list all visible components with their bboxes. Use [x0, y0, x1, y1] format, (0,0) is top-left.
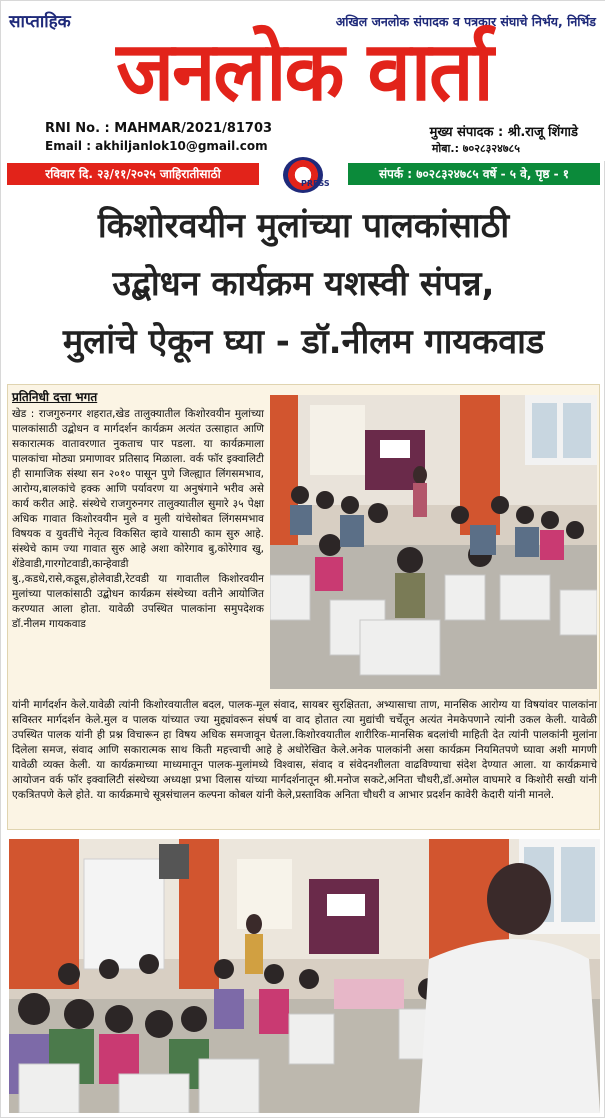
issue-date: रविवार दि. २३/११/२०२५ जाहिरातीसाठी	[7, 163, 259, 185]
masthead-tagline: अखिल जनलोक संपादक व पत्रकार संघाचे निर्भय, निर्भिड	[335, 14, 596, 29]
byline: प्रतिनिधी दत्ता भगत	[12, 390, 98, 404]
contact-email: Email : akhiljanlok10@gmail.com	[45, 139, 268, 153]
chief-editor: मुख्य संपादक : श्री.राजू शिंगाडे	[429, 125, 578, 140]
headline-line-2: उद्बोधन कार्यक्रम यशस्वी संपन्न,	[112, 264, 495, 304]
event-photo-1	[270, 395, 597, 689]
masthead	[1, 1, 605, 161]
weekly-label: साप्ताहिक	[9, 12, 71, 32]
headline	[7, 197, 600, 377]
event-photo-2	[9, 839, 600, 1113]
newspaper-nameplate: जनलोक वार्ता	[116, 24, 492, 120]
editor-mobile: मोबा.: ७०२८३२४७८५	[431, 142, 520, 155]
headline-line-1: किशोरवयीन मुलांच्या पालकांसाठी	[97, 206, 510, 246]
article-full-text: यांनी मार्गदर्शन केले.यावेळी त्यांनी किशोरवयातील बदल, पालक-मूल संवाद, सायबर सुरक्षितता, अभ्यासाचा ताण, मानसिक आरोग्य या विषयांवर पालकांना सविस्तर मार्गदर्शन केले.मुल व पालक यांच्यात ज्या मुद्द्यांवरून संघर्ष वा वाद होतात त्या मुद्यांची चर्चेतून अत्यंत नेमकेपणाने त्यांनी उकल केली. यावेळी उपस्थित पालक यांनी ही प्रश्न विचारून हा विषय अधिक समजावून घेतला.किशोरवयातील शारीरिक-मानसिक बदलांची माहिती देत त्यांनी पालकांनी मुलांना दिलेला समज, संवाद आणि सकारात्मक साथ किती महत्त्वाची आहे हे अधोरेखित केले.अनेक पालकांनी असा कार्यक्रम नियमितपणे घ्यावा अशी मागणी यावेळी व्यक्त केली. या कार्यक्रमाच्या माध्यमातून पालक-मुलांमध्ये विश्वास, संवाद व संवेदनशीलता वाढविण्याचा संदेश देण्यात आला. या कार्यक्रमाचे आयोजन वर्क फॉर इक्वालिटी संस्थेच्या अध्यक्षा प्रभा विलास यांच्या मार्गदर्शनातून श्री.मनोज सकटे,अनिता चौधरी,डॉ.अमोल वाघमारे व किशोरी सखी यांनी एकत्रितपणे केले होते. या कार्यक्रमाचे सूत्रसंचालन कल्पना कोबल यांनी केले,प्रस्ताविक अनिता चौधरी व आभार प्रदर्शन कावेरी केदारी यांनी मानले.	[12, 699, 597, 801]
headline-line-3: मुलांचे ऐकून घ्या - डॉ.नीलम गायकवाड	[62, 322, 545, 362]
press-logo-label: PRESS	[301, 179, 330, 188]
date-strip	[1, 163, 605, 187]
article-box	[7, 384, 600, 830]
rni-number: RNI No. : MAHMAR/2021/81703	[45, 121, 273, 136]
contact-strip: संपर्क : ७०२८३२४७८५ वर्षे - ५ वे, पृष्ठ - १	[348, 163, 600, 185]
article-column-text: खेड : राजगुरुनगर शहरात,खेड तालुक्यातील किशोरवयीन मुलांच्या पालकांसाठी उद्बोधन व मार्गदर्शन कार्यक्रम अत्यंत उत्साहात आणि सकारात्मक वातावरणात नुकताच पार पडला. या कार्यक्रमाला पालकांचा मोठ्या प्रमाणावर प्रतिसाद मिळाला. वर्क फॉर इक्वालिटी ही सामाजिक संस्था सन २०१० पासून पुणे जिल्ह्यात लिंगसमभाव, आरोग्य,बालकांचे हक्क आणि पर्यावरण या अनुषंगाने भरीव असे कार्य करीत आहे. संस्थेचे राजगुरुनगर तालुक्यातील सुमारे ३५ पेक्षा अधिक गावात किशोरवयीन मुले व मुली यांचेसोबत लिंगसमभाव विषयक व युवतींचे नेतृत्व विकसित व्हावे यासाठी काम सुरु आहे. संस्थेचे काम ज्या गावात सुरु आहे अशा कोरेगाव बु,कोरेगाव खु, शेंडेवाडी,गारगोटवाडी,कान्हेवाडी बु.,कडधे,रासे,कडूस,होलेवाडी,रेटवडी या गावातील किशोरवयीन मुलांच्या पालकांसाठी उद्बोधन कार्यक्रम संस्थेच्या वतीने आयोजित करण्यात आला होता. यावेळी उपस्थित पालकांना समुपदेशक डॉ.नीलम गायकवाड	[12, 408, 264, 630]
